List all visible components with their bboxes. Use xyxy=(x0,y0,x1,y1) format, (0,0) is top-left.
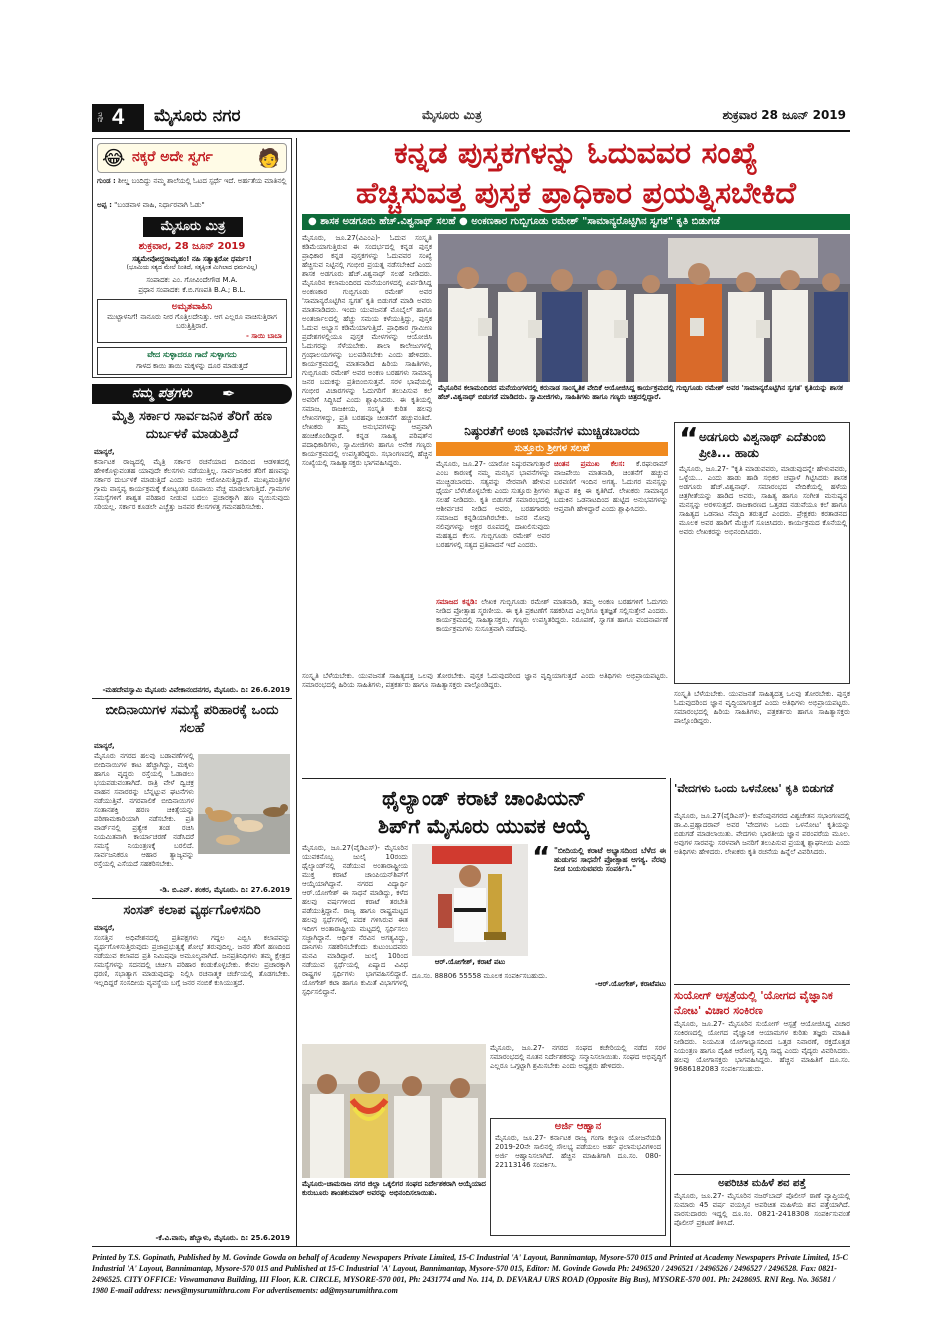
stray-dogs-photo xyxy=(198,754,290,854)
karate-headline-line-1: ಥೈಲ್ಯಾಂಡ್ ಕರಾಟೆ ಚಾಂಪಿಯನ್ xyxy=(382,786,586,810)
sidebar-box xyxy=(92,138,292,378)
cartoon-man-icon: 🧑 xyxy=(257,148,280,169)
karate-headline-line-2: ಶಿಪ್‌ಗೆ ಮೈಸೂರು ಯುವಕ ಆಯ್ಕೆ xyxy=(378,814,590,838)
lead-continuation-2: ಸಂಸ್ಕೃತಿ ಬೆಳೆಯಬೇಕು. ಯುವಜನತೆ ಸಾಹಿತ್ಯದತ್ತ ಒಲವು ತೋರಬೇಕು. ಪುಸ್ತಕ ಓದುವುದರಿಂದ ಜ್ಞಾನ ವೃದ್ಧಿಯಾಗುತ್ತದೆ ಎಂದು ಅತಿಥಿಗಳು ಅಭಿಪ್ರಾಯಪಟ್ಟರು. ಸಮಾರಂಭದಲ್ಲಿ ಹಿರಿಯ ಸಾಹಿತಿಗಳು, ಪತ್ರಕರ್ತರು ಹಾಗೂ ಸಾಹಿತ್ಯಾಸಕ್ತರು ಪಾಲ್ಗೊಂಡಿದ್ದರು. xyxy=(674,690,850,725)
book-release-illustration xyxy=(438,234,850,382)
page-number: 4 xyxy=(112,104,125,129)
story2-body-3-text: ಲೇಖಕ ಗುಬ್ಬಿಗೂಡು ರಮೇಶ್ ಮಾತನಾಡಿ, ತಮ್ಮ ಅಂಕಣ ಬರಹಗಳಿಗೆ ಓದುಗರು ನೀಡಿದ ಪ್ರೋತ್ಸಾಹ ಸ್ಮರಣೀಯ. ಈ ಕೃತಿ ಪ್ರಕಟಣೆಗೆ ಸಹಕರಿಸಿದ ಎಲ್ಲರಿಗೂ ಕೃತಜ್ಞತೆ ಸಲ್ಲಿಸುತ್ತೇನೆ ಎಂದರು. ಕಾರ್ಯಕ್ರಮದಲ್ಲಿ ಸಾಹಿತ್ಯಾಸಕ್ತರು, ಗಣ್ಯರು ಉಪಸ್ಥಿತರಿದ್ದರು. ನಿರೂಪಣೆ, ಸ್ವಾಗತ ಹಾಗೂ ವಂದನಾರ್ಪಣೆ ಕಾರ್ಯಕ್ರಮಗಳು ಸುಸೂತ್ರವಾಗಿ ನಡೆದವು. xyxy=(436,598,668,633)
divider xyxy=(92,898,292,899)
lead-headline-line-1: ಕನ್ನಡ ಪುಸ್ತಕಗಳನ್ನು ಓದುವವರ ಸಂಖ್ಯೆ xyxy=(394,136,758,171)
divider xyxy=(302,778,666,779)
page-header xyxy=(92,104,850,132)
publisher-line: ಪ್ರಧಾನ ಸಂಪಾದಕ: ಕೆ.ಬಿ.ಗಣಪತಿ B.A.; B.L. xyxy=(138,286,246,294)
proverb-title: ವೇದ ಸುಳ್ಳಾದರೂ ಗಾದೆ ಸುಳ್ಳಾಗದು xyxy=(147,350,237,359)
letters-banner-text: ನಮ್ಮ ಪತ್ರಗಳು xyxy=(132,386,192,401)
story2-body-2 xyxy=(554,460,668,596)
karate-athlete-illustration xyxy=(412,844,528,956)
unidentified-body-text: ಮೈಸೂರು, ಜೂ.27- ಮೈಸೂರಿನ ನಜರ್‌ಬಾದ್ ಪೊಲೀಸ್ ಠಾಣೆ ವ್ಯಾಪ್ತಿಯಲ್ಲಿ ಸುಮಾರು 45 ವರ್ಷ ವಯಸ್ಸಿನ ಅಪರಿಚಿತ ಮಹಿಳೆಯ ಶವ ಪತ್ತೆಯಾಗಿದೆ. ವಾರಸುದಾರರು ಇದ್ದಲ್ಲಿ ದೂ.ಸಂ. 0821-2418308 ಸಂಪರ್ಕಿಸುವಂತೆ ಪೊಲೀಸ್ ಪ್ರಕಟಣೆ ತಿಳಿಸಿದೆ. xyxy=(674,1192,850,1227)
lead-continuation: ಸಂಸ್ಕೃತಿ ಬೆಳೆಯಬೇಕು. ಯುವಜನತೆ ಸಾಹಿತ್ಯದತ್ತ ಒಲವು ತೋರಬೇಕು. ಪುಸ್ತಕ ಓದುವುದರಿಂದ ಜ್ಞಾನ ವೃದ್ಧಿಯಾಗುತ್ತದೆ ಎಂದು ಅತಿಥಿಗಳು ಅಭಿಪ್ರಾಯಪಟ್ಟರು. ಸಮಾರಂಭದಲ್ಲಿ ಹಿರಿಯ ಸಾಹಿತಿಗಳು, ಪತ್ರಕರ್ತರು ಹಾಗೂ ಸಾಹಿತ್ಯಾಸಕ್ತರು ಪಾಲ್ಗೊಂಡಿದ್ದರು. xyxy=(302,672,668,689)
felicitation-body: ಮೈಸೂರು, ಜೂ.27- ನಗರದ ಸಂಘದ ಕಚೇರಿಯಲ್ಲಿ ನಡೆದ ಸರಳ ಸಮಾರಂಭದಲ್ಲಿ ನೂತನ ನಿರ್ದೇಶಕರನ್ನು ಸನ್ಮಾನಿಸಲಾಯಿತು. ಸಂಘದ ಅಭಿವೃದ್ಧಿಗೆ ಎಲ್ಲರೂ ಒಗ್ಗಟ್ಟಾಗಿ ಶ್ರಮಿಸಬೇಕು ಎಂದು ಅಧ್ಯಕ್ಷರು ಹೇಳಿದರು. xyxy=(490,1044,666,1070)
karate-photo-caption: ಆರ್.ಯೋಗೇಶ್, ಕರಾಟೆ ಪಟು xyxy=(434,958,506,966)
felicitation-caption: ಮೈಸೂರು-ಚಾಮರಾಜ ನಗರ ಜಿಲ್ಲಾ ಒಕ್ಕಲಿಗರ ಸಂಘದ ನಿರ್ದೇಶಕರಾಗಿ ಆಯ್ಕೆಯಾದ ಕುರುಬೂರು ಶಾಂತಕುಮಾರ್ ಅವರನ್ನು ಅಭಿನಂದಿಸಲಾಯಿತು. xyxy=(302,1180,486,1197)
stray-dogs-illustration xyxy=(198,754,290,854)
notice-box xyxy=(490,1118,666,1236)
notice-body: ಮೈಸೂರು, ಜೂ.27- ಕರ್ನಾಟಕ ರಾಜ್ಯ ಗಂಗಾ ಕಲ್ಯಾಣ ಯೋಜನೆಯಡಿ 2019-20ನೇ ಸಾಲಿನಲ್ಲಿ ಸೌಲಭ್ಯ ಪಡೆಯಲು ಅರ್ಹ ಫಲಾನುಭವಿಗಳಿಂದ ಅರ್ಜಿ ಆಹ್ವಾನಿಸಲಾಗಿದೆ. ಹೆಚ್ಚಿನ ಮಾಹಿತಿಗಾಗಿ ದೂ.ಸಂ. 080-22113146 ಸಂಪರ್ಕಿಸಿ. xyxy=(495,1134,661,1169)
lead-headline xyxy=(302,134,850,214)
quote-mark-icon: “ xyxy=(679,422,699,457)
divider xyxy=(92,698,292,699)
divider xyxy=(674,1174,850,1175)
letter-1-signature: -ಮಹದೇವಸ್ವಾಮಿ ಮೈಸೂರು ವಿವೇಕಾನಂದನಗರ, ಮೈಸೂರು. ದಿ: 26.6.2019 xyxy=(102,686,290,694)
letter-3-title: ಸಂಸತ್ ಕಲಾಪ ವ್ಯರ್ಥಗೊಳಿಸದಿರಿ xyxy=(123,903,261,918)
amrutha-author: - ಸಾಯಿ ಬಾಬಾ xyxy=(246,332,282,340)
imprint-footer: Printed by T.S. Gopinath, Published by M. Govinde Gowda on behalf of Academy Newspapers Private Limited, 15-C Industrial 'A' Layout, Bannimantap, Mysore-570 015 and Printed at Academy Newspapers Private Limited, 15-C Industrial 'A' Layout, Bannimantap, Mysore-570 015 and Published at 15-C Industrial 'A' Layout, Bannimantap, Mysore-570 015, Editor: M. Govinde Gowda Ph: 2496520 / 2496521 / 2496526 / 2496527 / 2496528. Fax: 0821-2496525. CITY OFFICE: Viswamanava Building, III Floor, K.R. CIRCLE, MYSORE-570 001, Ph: 2431774 and No. 114, D. DEVARAJ URS ROAD (Opposite Big Bus), MYSORE-570 001. Ph: 2428695. RNI Reg. No. 36581 / 1980 E-mail address: news@mysurumithra.com For advertisements: ad@mysurumithra.com xyxy=(92,1253,848,1295)
page-label: ಪುಟ xyxy=(96,111,104,123)
book-release-photo xyxy=(438,234,850,382)
letters-banner xyxy=(92,384,292,404)
joke-q-label: ಗುಂಡ : xyxy=(97,177,116,185)
karate-headline xyxy=(302,784,666,840)
proverb-box xyxy=(97,347,287,375)
quill-icon: ✒ xyxy=(222,384,236,403)
page-number-badge xyxy=(92,104,144,130)
lead-photo-caption: ಮೈಸೂರಿನ ಕಲಾಮಂದಿರದ ಮನೆಯಂಗಳದಲ್ಲಿ ಕರುನಾಡ ಸಾಂಸ್ಕೃತಿಕ ವೇದಿಕೆ ಆಯೋಜಿಸಿದ್ದ ಕಾರ್ಯಕ್ರಮದಲ್ಲಿ ಗುಬ್ಬಿಗೂಡು ರಮೇಶ್ ಅವರ 'ಸಾಮಾನ್ಯರೊಟ್ಟಿಗಿನ ಸ್ವಗತ' ಕೃತಿಯನ್ನು ಶಾಸಕ ಹೆಚ್.ವಿಶ್ವನಾಥ್ ಬಿಡುಗಡೆ ಮಾಡಿದರು. ಸ್ವಾಮೀಜಿಗಳು, ಸಾಹಿತಿಗಳು ಹಾಗೂ ಗಣ್ಯರು ಚಿತ್ರದಲ್ಲಿದ್ದಾರೆ. xyxy=(438,384,843,401)
yoga-seminar-title: ಸುಯೋಗ್ ಆಸ್ಪತ್ರೆಯಲ್ಲಿ 'ಯೋಗದ ವೈಜ್ಞಾನಿಕ ನೋಟ' ವಿಚಾರ ಸಂಕಿರಣ xyxy=(674,989,833,1017)
lead-strap: ● ಶಾಸಕ ಅಡಗೂರು ಹೆಚ್.ವಿಶ್ವನಾಥ್ ಸಲಹೆ ● ಅಂಕಣಕಾರ ಗುಬ್ಬಿಗೂಡು ರಮೇಶ್ "ಸಾಮಾನ್ಯರೊಟ್ಟಿಗಿನ ಸ್ವಗತ" ಕೃತಿ ಬಿಡುಗಡೆ xyxy=(302,214,850,230)
amrutha-text: ಮುಟ್ಟಾಳನಿಗೆ! ನಾನೂರು ನೀರ ಗೊತ್ತಿಲದೇನಿತ್ತು. ಆಗ ಎಲ್ಲರೂ ವಾಚಿಸುತ್ತಿರಾಗ ಬರುತ್ತಿತ್ತಿರಾರೆ. xyxy=(107,313,277,330)
newspaper-page xyxy=(92,94,850,1246)
amrutha-box xyxy=(97,299,287,343)
karate-quote-author: -ಆರ್.ಯೋಗೇಶ್, ಕರಾಟೆಪಟು xyxy=(594,980,666,988)
masthead-logo: ಮೈಸೂರು ಮಿತ್ರ xyxy=(422,108,482,122)
story2-body-2-text: ಕೆ.ರಘುರಾಮ್ ವಾಜಪೇಯಿ ಮಾತನಾಡಿ, ಚಿಂತನೆಗೆ ಹಚ್ಚುವ ಬರವಣಿಗೆ ಇಂದಿನ ಅಗತ್ಯ. ಓದುಗರ ಮನಸ್ಸನ್ನು ತಟ್ಟುವ ಶಕ್ತಿ ಈ ಕೃತಿಗಿದೆ. ಲೇಖಕರು ಸಾಮಾನ್ಯರ ಬದುಕಿನ ಒಡನಾಟದಿಂದ ಹುಟ್ಟಿದ ಅನುಭವಗಳನ್ನು ಆಪ್ತವಾಗಿ ಹೇಳಿದ್ದಾರೆ ಎಂದು ಶ್ಲಾಘಿಸಿದರು. xyxy=(554,460,668,513)
story2-subhead-2: ಸಮಾಜದ ಕನ್ನಡಿ: xyxy=(436,598,478,606)
vedagalu-body: ಮೈಸೂರು, ಜೂ.27(ವೈಡಿಎಸ್)- ಕುವೆಂಪುನಗರದ ವಿಶ್ವಚೇತನ ಸಭಾಂಗಣದಲ್ಲಿ ಡಾ.ವಿ.ಪ್ರಹ್ಲಾದರಾವ್ ಅವರ 'ವೇದಗಳು ಒಂದು ಒಳನೋಟ' ಕೃತಿಯನ್ನು ಬಿಡುಗಡೆ ಮಾಡಲಾಯಿತು. ವೇದಗಳು ಭಾರತೀಯ ಜ್ಞಾನ ಪರಂಪರೆಯ ಮೂಲ. ಅವುಗಳ ಸಾರವನ್ನು ಸರಳವಾಗಿ ಜನರಿಗೆ ತಲುಪಿಸುವ ಪ್ರಯತ್ನ ಶ್ಲಾಘನೀಯ ಎಂದು ಅತಿಥಿಗಳು ಹೇಳಿದರು. ಲೇಖಕರು ಕೃತಿ ರಚನೆಯ ಹಿನ್ನೆಲೆ ವಿವರಿಸಿದರು. xyxy=(674,812,850,856)
column-rule xyxy=(296,138,297,1246)
letter-2-body-a: ಮೈಸೂರು ನಗರದ ಹಲವು ಬಡಾವಣೆಗಳಲ್ಲಿ ಬೀದಿನಾಯಿಗಳ ಕಾಟ ಹೆಚ್ಚಾಗಿದ್ದು, ಮಕ್ಕಳು ಹಾಗೂ ವೃದ್ಧರು ರಸ್ತೆಯಲ್ಲಿ ಓಡಾಡಲು ಭಯಪಡುವಂತಾಗಿದೆ. ರಾತ್ರಿ ವೇಳೆ ದ್ವಿಚಕ್ರ ವಾಹನ ಸವಾರರನ್ನು ಬೆನ್ನಟ್ಟುವ ಘಟನೆಗಳು ನಡೆಯುತ್ತಿವೆ. ನಗರಪಾಲಿಕೆ ಬೀದಿನಾಯಿಗಳ ಸಂತಾನಶಕ್ತಿ ಹರಣ ಚಿಕಿತ್ಸೆಯನ್ನು ಪರಿಣಾಮಕಾರಿಯಾಗಿ ನಡೆಸಬೇಕು. ಪ್ರತಿ ವಾರ್ಡ್‌ನಲ್ಲಿ ಪ್ರತ್ಯೇಕ ತಂಡ ರಚಿಸಿ ನಿಯಮಿತವಾಗಿ ಕಾರ್ಯಾಚರಣೆ ನಡೆಸಿದರೆ ಸಮಸ್ಯೆ ನಿಯಂತ್ರಣಕ್ಕೆ ಬರಲಿದೆ. ಸಾರ್ವಜನಿಕರೂ ಆಹಾರ ತ್ಯಾಜ್ಯವನ್ನು ರಸ್ತೆಯಲ್ಲಿ ಎಸೆಯದೆ ಸಹಕರಿಸಬೇಕು. xyxy=(94,752,194,868)
joke-banner xyxy=(97,143,287,173)
motto-line-2: (ಭೂಮಿಯ ಸತ್ಯದ ಮೇಲೆ ನಿಂತಿದೆ, ಸತ್ಯಕ್ಕಿಂತ ಮಿಗಿಲಾದ ಧರ್ಮವಿಲ್ಲ) xyxy=(126,264,258,271)
motto-line-1: ಸತ್ಯಮೇವೋದ್ಧರಾಮ್ಯಹಂ! ನಹಿ ಸತ್ಯಾತ್ಪರೋ ಧರ್ಮ:! xyxy=(132,255,252,263)
date-line: ಶುಕ್ರವಾರ 28 ಜೂನ್ 2019 xyxy=(722,108,846,122)
letter-3-salutation: ಮಾನ್ಯರೆ, xyxy=(94,924,115,932)
joke-answer xyxy=(97,201,287,213)
sidebar-date: ಶುಕ್ರವಾರ, 28 ಜೂನ್ 2019 xyxy=(138,241,246,252)
letter-3-signature: -ಕೆ.ವಿ.ವಾಸು, ಹೆಬ್ಬಾಳು, ಮೈಸೂರು. ದಿ: 25.6.2019 xyxy=(155,1234,290,1242)
karate-body: ಮೈಸೂರು, ಜೂ.27(ವೈಡಿಎಸ್)- ಮೈಸೂರಿನ ಯುವಕನೊಬ್ಬ ಜುಲೈ 10ರಂದು ಥೈಲ್ಯಾಂಡ್‌ನಲ್ಲಿ ನಡೆಯುವ ಅಂತಾರಾಷ್ಟ್ರೀಯ ಮುಕ್ತ ಕರಾಟೆ ಚಾಂಪಿಯನ್‌ಶಿಪ್‌ಗೆ ಆಯ್ಕೆಯಾಗಿದ್ದಾನೆ. ನಗರದ ವಿದ್ಯಾರ್ಥಿ ಆರ್.ಯೋಗೇಶ್ ಈ ಸಾಧನೆ ಮಾಡಿದ್ದು, ಕಳೆದ ಹಲವು ವರ್ಷಗಳಿಂದ ಕರಾಟೆ ತರಬೇತಿ ಪಡೆಯುತ್ತಿದ್ದಾನೆ. ರಾಜ್ಯ ಹಾಗೂ ರಾಷ್ಟ್ರಮಟ್ಟದ ಹಲವು ಸ್ಪರ್ಧೆಗಳಲ್ಲಿ ಪದಕ ಗಳಿಸಿರುವ ಈತ ಇದೀಗ ಅಂತಾರಾಷ್ಟ್ರೀಯ ಮಟ್ಟದಲ್ಲಿ ಸ್ಪರ್ಧಿಸಲು ಸಜ್ಜಾಗಿದ್ದಾನೆ. ಆರ್ಥಿಕ ನೆರವಿನ ಅಗತ್ಯವಿದ್ದು, ದಾನಿಗಳು ಸಹಕರಿಸಬೇಕೆಂದು ಕುಟುಂಬದವರು ಮನವಿ ಮಾಡಿದ್ದಾರೆ. ಜುಲೈ 10ರಿಂದ ನಡೆಯುವ ಸ್ಪರ್ಧೆಯಲ್ಲಿ ಏಷ್ಯಾದ ವಿವಿಧ ರಾಷ್ಟ್ರಗಳ ಸ್ಪರ್ಧಿಗಳು ಭಾಗವಹಿಸಲಿದ್ದಾರೆ. ಯೋಗೇಶ್ ಕಟಾ ಹಾಗೂ ಕುಮಿತೆ ವಿಭಾಗಗಳಲ್ಲಿ ಸ್ಪರ್ಧಿಸಲಿದ್ದಾನೆ. xyxy=(302,844,408,996)
yoga-seminar-body: ಮೈಸೂರು, ಜೂ.27- ಮೈಸೂರಿನ ಸುಯೋಗ್ ಆಸ್ಪತ್ರೆ ಆಯೋಜಿಸಿದ್ದ ವಿಚಾರ ಸಂಕಿರಣದಲ್ಲಿ ಯೋಗದ ವೈಜ್ಞಾನಿಕ ಆಯಾಮಗಳ ಕುರಿತು ತಜ್ಞರು ಮಾಹಿತಿ ನೀಡಿದರು. ನಿಯಮಿತ ಯೋಗಾಭ್ಯಾಸದಿಂದ ಒತ್ತಡ ನಿವಾರಣೆ, ರಕ್ತದೊತ್ತಡ ನಿಯಂತ್ರಣ ಹಾಗೂ ದೈಹಿಕ ಆರೋಗ್ಯ ವೃದ್ಧಿ ಸಾಧ್ಯ ಎಂದು ವೈದ್ಯರು ವಿವರಿಸಿದರು. ಹಲವು ಯೋಗಾಸಕ್ತರು ಭಾಗವಹಿಸಿದ್ದರು. ಹೆಚ್ಚಿನ ಮಾಹಿತಿಗೆ ದೂ.ಸಂ. 9686182083 ಸಂಪರ್ಕಿಸಬಹುದು. xyxy=(674,1020,850,1073)
section-title: ಮೈಸೂರು ನಗರ xyxy=(154,106,241,126)
karate-quote: "ಬೀದಿಯಲ್ಲಿ ಕರಾಟೆ ಅಭ್ಯಾಸದಿಂದ ಬೆಳೆದ ಈ ಹುಡುಗನ ಸಾಧನೆಗೆ ಪ್ರೋತ್ಸಾಹ ಅಗತ್ಯ. ನೆರವು ನೀಡ ಬಯಸುವವರು ಸಂಪರ್ಕಿಸಿ." xyxy=(554,846,666,873)
vedagalu-title: 'ವೇದಗಳು ಒಂದು ಒಳನೋಟ' ಕೃತಿ ಬಿಡುಗಡೆ xyxy=(674,782,834,795)
joke-title: ನಕ್ಕರೆ ಅದೇ ಸ್ವರ್ಗ xyxy=(132,149,213,165)
letter-1-salutation: ಮಾನ್ಯರೆ, xyxy=(94,448,115,456)
joke-question xyxy=(97,177,287,201)
karate-body-2: ದೂ.ಸಂ. 88806 55558 ಮೂಲಕ ಸಂಪರ್ಕಿಸಬಹುದು. xyxy=(412,972,548,980)
story2-title: ನಿಷ್ಠುರತೆಗೆ ಅಂಜಿ ಭಾವನೆಗಳ ಮುಚ್ಚಿಡಬಾರದು xyxy=(464,424,640,438)
felicitation-photo xyxy=(302,1044,486,1178)
letter-2-title: ಬೀದಿನಾಯಿಗಳ ಸಮಸ್ಯೆ ಪರಿಹಾರಕ್ಕೆ ಒಂದು ಸಲಹೆ xyxy=(105,703,279,736)
laughing-face-icon: 😂 xyxy=(102,146,126,170)
notice-title: ಅರ್ಜಿ ಆಹ್ವಾನ xyxy=(554,1121,602,1132)
proverb-text: ಗಾಳದ ಕಾಯಿ ತಾಯಿ ಮಕ್ಕಳನ್ನು ದೂರ ಮಾಡುತ್ತದೆ xyxy=(136,362,248,370)
amrutha-title: ಅಮೃತವಾಹಿನಿ xyxy=(171,302,213,312)
joke-q-text: ಶೀಲ್ಡ ಬಂದಿದ್ದು ನಮ್ಮ ಶಾಲೆಯಲ್ಲಿ ಓಟದ ಸ್ಪರ್ಧೆ ಇದೆ. ಅರ್ಹತೆಯ ಮಾತಿನಲ್ಲಿ xyxy=(118,177,287,185)
lead-headline-line-2: ಹೆಚ್ಚಿಸುವತ್ತ ಪುಸ್ತಕ ಪ್ರಾಧಿಕಾರ ಪ್ರಯತ್ನಿಸಬೇಕಿದೆ xyxy=(355,176,797,211)
song-box-body: ಮೈಸೂರು, ಜೂ.27- "ಕೃತಿ ಮಾಡುವವರು, ಮಾಡುವುದನ್ನೇ ಹೇಳುವವರು, ಒಳ್ಳೆಯ... ಎಂದು ಹಾಡು ಹಾಡಿ ಸಭಿಕರ ಚಪ್ಪಾಳೆ ಗಿಟ್ಟಿಸಿದರು ಶಾಸಕ ಅಡಗೂರು ಹೆಚ್.ವಿಶ್ವನಾಥ್. ಸಮಾರಂಭದ ವೇದಿಕೆಯಲ್ಲಿ ಹಳೆಯ ಚಿತ್ರಗೀತೆಯನ್ನು ಹಾಡಿದ ಅವರು, ಸಾಹಿತ್ಯ ಹಾಗೂ ಸಂಗೀತ ಮನುಷ್ಯನ ಮನಸ್ಸನ್ನು ಅರಳಿಸುತ್ತದೆ. ರಾಜಕಾರಣದ ಒತ್ತಡದ ನಡುವೆಯೂ ಕಲೆ ಹಾಗೂ ಸಾಹಿತ್ಯದ ಒಡನಾಟ ನೆಮ್ಮದಿ ತರುತ್ತದೆ ಎಂದರು. ಪ್ರೇಕ್ಷಕರು ಕರತಾಡನದ ಮೂಲಕ ಅವರ ಹಾಡಿಗೆ ಮೆಚ್ಚುಗೆ ಸೂಚಿಸಿದರು. ಕಾರ್ಯಕ್ರಮದ ಕೊನೆಯಲ್ಲಿ ಅವರು ಲೇಖಕರನ್ನು ಅಭಿನಂದಿಸಿದರು. xyxy=(679,465,847,536)
song-box-title: ಅಡಗೂರು ವಿಶ್ವನಾಥ್ ಎದೆತುಂಬಿ ಪ್ರೀತಿ... ಹಾಡು xyxy=(699,430,826,460)
joke-a-text: "ಬಂಡವಾಳ ವಾಹಿ, ನಿರ್ಧಾರವಾಗಿ ಓಡು" xyxy=(114,201,205,209)
letter-2-salutation: ಮಾನ್ಯರೆ, xyxy=(94,742,115,750)
karate-athlete-photo xyxy=(412,844,528,956)
letter-3-body: ಸಂಸತ್ತಿನ ಅಧಿವೇಶನದಲ್ಲಿ ಪ್ರತಿಪಕ್ಷಗಳು ಗದ್ದಲ ಎಬ್ಬಿಸಿ ಕಲಾಪವನ್ನು ವ್ಯರ್ಥಗೊಳಿಸುತ್ತಿರುವುದು ಪ್ರಜಾಪ್ರಭುತ್ವಕ್ಕೆ ಶೋಭೆ ತರುವುದಿಲ್ಲ. ಜನರ ತೆರಿಗೆ ಹಣದಿಂದ ನಡೆಯುವ ಕಲಾಪದ ಪ್ರತಿ ನಿಮಿಷವೂ ಅಮೂಲ್ಯವಾಗಿದೆ. ಜನಪ್ರತಿನಿಧಿಗಳು ತಮ್ಮ ಕ್ಷೇತ್ರದ ಸಮಸ್ಯೆಗಳನ್ನು ಸದನದಲ್ಲಿ ಚರ್ಚಿಸಿ ಪರಿಹಾರ ಕಂಡುಕೊಳ್ಳಬೇಕು. ಕೇವಲ ಪ್ರಚಾರಕ್ಕಾಗಿ ಧರಣಿ, ಸಭಾತ್ಯಾಗ ಮಾಡುವುದನ್ನು ನಿಲ್ಲಿಸಿ ರಚನಾತ್ಮಕ ಚರ್ಚೆಯಲ್ಲಿ ತೊಡಗಬೇಕು. ಇಲ್ಲದಿದ್ದರೆ ಸಂಸದೀಯ ವ್ಯವಸ್ಥೆಯ ಬಗ್ಗೆ ಜನರ ನಂಬಿಕೆ ಕುಸಿಯುತ್ತದೆ. xyxy=(94,934,290,987)
unidentified-body-title: ಅಪರಿಚಿತ ಮಹಿಳೆ ಶವ ಪತ್ತೆ xyxy=(718,1178,806,1189)
story2-subhead-1: ಚಿಂತನ ಪ್ರಮುಖ ಕೆಲಸ: xyxy=(554,460,625,468)
editor-line: ಸಂಪಾದಕ: ಎಂ. ಗೋವಿಂದೇಗೌಡ M.A. xyxy=(146,276,238,284)
letter-2-signature: -ಡಿ. ಬಿ.ಎನ್. ಶಂಕರ, ಮೈಸೂರು. ದಿ: 27.6.2019 xyxy=(159,886,290,894)
letter-1-title: ಮೈತ್ರಿ ಸರ್ಕಾರ ಸಾರ್ವಜನಿಕ ತೆರಿಗೆ ಹಣ ದುರ್ಬಳಕೆ ಮಾಡುತ್ತಿದೆ xyxy=(112,409,272,442)
quote-mark-icon: “ xyxy=(532,840,551,873)
story2-body: ಮೈಸೂರು, ಜೂ.27- ಯಾರೋ ನಿಷ್ಠುರವಾಗುತ್ತಾರೆ ಎಂಬ ಕಾರಣಕ್ಕೆ ನಮ್ಮ ಮನಸ್ಸಿನ ಭಾವನೆಗಳನ್ನು ಮುಚ್ಚಿಡಬಾರದು. ಸತ್ಯವನ್ನು ನೇರವಾಗಿ ಹೇಳುವ ಧೈರ್ಯ ಬೆಳೆಸಿಕೊಳ್ಳಬೇಕು ಎಂದು ಸುತ್ತೂರು ಶ್ರೀಗಳು ಸಲಹೆ ನೀಡಿದರು. ಕೃತಿ ಬಿಡುಗಡೆ ಸಮಾರಂಭದಲ್ಲಿ ಆಶೀರ್ವಚನ ನೀಡಿದ ಅವರು, ಬರಹಗಾರರು ಸಮಾಜದ ಕನ್ನಡಿಯಾಗಿರಬೇಕು. ಜನರ ನೋವು ನಲಿವುಗಳನ್ನು ಅಕ್ಷರ ರೂಪದಲ್ಲಿ ದಾಖಲಿಸುವುದು ಮಹತ್ವದ ಕೆಲಸ. ಗುಬ್ಬಿಗೂಡು ರಮೇಶ್ ಅವರ ಬರಹಗಳಲ್ಲಿ ಸತ್ಯದ ಪ್ರತಿಪಾದನೆ ಇದೆ ಎಂದರು. xyxy=(436,460,550,549)
divider xyxy=(674,984,850,985)
joke-a-label: ಅಪ್ಪ : xyxy=(97,201,112,209)
story2-subtitle: ಸುತ್ತೂರು ಶ್ರೀಗಳ ಸಲಹೆ xyxy=(436,442,668,456)
felicitation-illustration xyxy=(302,1044,486,1178)
sidebar-masthead: ಮೈಸೂರು ಮಿತ್ರ xyxy=(143,217,243,237)
divider xyxy=(92,1246,850,1247)
lead-body: ಮೈಸೂರು, ಜೂ.27(ವಿಎಂಎ)- ಓದುವ ಸಂಸ್ಕೃತಿ ಕಡಿಮೆಯಾಗುತ್ತಿರುವ ಈ ಸಂದರ್ಭದಲ್ಲಿ ಕನ್ನಡ ಪುಸ್ತಕ ಪ್ರಾಧಿಕಾರ ಕನ್ನಡ ಪುಸ್ತಕಗಳನ್ನು ಓದುವವರ ಸಂಖ್ಯೆ ಹೆಚ್ಚಿಸುವ ನಿಟ್ಟಿನಲ್ಲಿ ಗಂಭೀರ ಪ್ರಯತ್ನ ನಡೆಸಬೇಕಿದೆ ಎಂದು ಶಾಸಕ ಅಡಗೂರು ಹೆಚ್.ವಿಶ್ವನಾಥ್ ಸಲಹೆ ನೀಡಿದರು. ಮೈಸೂರಿನ ಕಲಾಮಂದಿರದ ಮನೆಯಂಗಳದಲ್ಲಿ ಏರ್ಪಡಿಸಿದ್ದ ಅಂಕಣಕಾರ ಗುಬ್ಬಿಗೂಡು ರಮೇಶ್ ಅವರ 'ಸಾಮಾನ್ಯರೊಟ್ಟಿಗಿನ ಸ್ವಗತ' ಕೃತಿ ಬಿಡುಗಡೆ ಮಾಡಿ ಅವರು ಮಾತನಾಡಿದರು. ಇಂದು ಯುವಜನತೆ ಮೊಬೈಲ್ ಹಾಗೂ ಅಂತರ್ಜಾಲದಲ್ಲಿ ಹೆಚ್ಚು ಸಮಯ ಕಳೆಯುತ್ತಿದ್ದು, ಪುಸ್ತಕ ಓದುವ ಅಭ್ಯಾಸ ಕಡಿಮೆಯಾಗುತ್ತಿದೆ. ಪ್ರಾಧಿಕಾರ ಗ್ರಾಮೀಣ ಪ್ರದೇಶಗಳಲ್ಲಿಯೂ ಪುಸ್ತಕ ಮೇಳಗಳನ್ನು ಆಯೋಜಿಸಿ ಓದುಗರನ್ನು ಸೆಳೆಯಬೇಕು. ಶಾಲಾ ಕಾಲೇಜುಗಳಲ್ಲಿ ಗ್ರಂಥಾಲಯಗಳನ್ನು ಬಲಪಡಿಸಬೇಕು ಎಂದು ಹೇಳಿದರು. ಕಾರ್ಯಕ್ರಮದಲ್ಲಿ ಮಾತನಾಡಿದ ಹಿರಿಯ ಸಾಹಿತಿಗಳು, ಗುಬ್ಬಿಗೂಡು ರಮೇಶ್ ಅವರ ಅಂಕಣ ಬರಹಗಳು ಸಾಮಾನ್ಯ ಜನರ ಬದುಕನ್ನು ಪ್ರತಿಬಿಂಬಿಸುತ್ತವೆ. ಸರಳ ಭಾಷೆಯಲ್ಲಿ ಗಂಭೀರ ವಿಚಾರಗಳನ್ನು ಓದುಗರಿಗೆ ತಲುಪಿಸುವ ಕಲೆ ಅವರಿಗೆ ಸಿದ್ಧಿಸಿದೆ ಎಂದು ಶ್ಲಾಘಿಸಿದರು. ಈ ಕೃತಿಯಲ್ಲಿ ಸಮಾಜ, ರಾಜಕೀಯ, ಸಂಸ್ಕೃತಿ ಕುರಿತ ಹಲವು ಲೇಖನಗಳಿದ್ದು, ಪ್ರತಿ ಬರಹವೂ ಚಿಂತನೆಗೆ ಹಚ್ಚುವಂತಿದೆ. ಲೇಖಕರು ತಮ್ಮ ಅನುಭವಗಳನ್ನು ಆಪ್ತವಾಗಿ ಹಂಚಿಕೊಂಡಿದ್ದಾರೆ. ಕನ್ನಡ ಸಾಹಿತ್ಯ ಪರಿಷತ್‌ನ ಪದಾಧಿಕಾರಿಗಳು, ಸ್ವಾಮೀಜಿಗಳು ಹಾಗೂ ಅನೇಕ ಗಣ್ಯರು ಕಾರ್ಯಕ್ರಮದಲ್ಲಿ ಉಪಸ್ಥಿತರಿದ್ದರು. ಸಭಾಂಗಣದಲ್ಲಿ ಹೆಚ್ಚಿನ ಸಂಖ್ಯೆಯಲ್ಲಿ ಸಾಹಿತ್ಯಾಸಕ್ತರು ಭಾಗವಹಿಸಿದ್ದರು. xyxy=(302,234,432,467)
song-box xyxy=(674,422,850,684)
column-rule xyxy=(670,778,671,1246)
letter-1-body: ಕರ್ನಾಟಕ ರಾಜ್ಯದಲ್ಲಿ ಮೈತ್ರಿ ಸರ್ಕಾರ ರಚನೆಯಾದ ದಿನದಿಂದ ಆಡಳಿತದಲ್ಲಿ ಹೇಳಿಕೊಳ್ಳುವಂತಹ ಯಾವುದೇ ಕೆಲಸಗಳು ನಡೆಯುತ್ತಿಲ್ಲ. ಸಾರ್ವಜನಿಕರ ತೆರಿಗೆ ಹಣವನ್ನು ಸರ್ಕಾರ ದುರ್ಬಳಕೆ ಮಾಡುತ್ತಿದೆ ಎಂದು ಜನರು ಆರೋಪಿಸುತ್ತಿದ್ದಾರೆ. ಮುಖ್ಯಮಂತ್ರಿಗಳ ಗ್ರಾಮ ವಾಸ್ತವ್ಯ ಕಾರ್ಯಕ್ರಮಕ್ಕೆ ಕೋಟ್ಯಂತರ ರೂಪಾಯಿ ವೆಚ್ಚ ಮಾಡಲಾಗುತ್ತಿದೆ. ಗ್ರಾಮಗಳ ಸಮಸ್ಯೆಗಳಿಗೆ ಶಾಶ್ವತ ಪರಿಹಾರ ನೀಡುವ ಬದಲು ಪ್ರಚಾರಕ್ಕಾಗಿ ಹಣ ವ್ಯಯಿಸುವುದು ಸರಿಯಲ್ಲ. ಸರ್ಕಾರ ಕೂಡಲೇ ಎಚ್ಚೆತ್ತು ಜನಪರ ಕೆಲಸಗಳತ್ತ ಗಮನಹರಿಸಬೇಕು. xyxy=(94,458,290,511)
story2-body-3 xyxy=(436,598,668,666)
